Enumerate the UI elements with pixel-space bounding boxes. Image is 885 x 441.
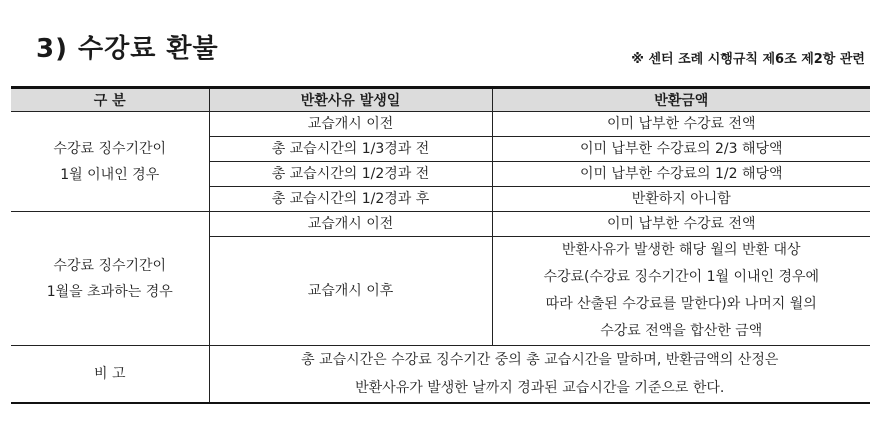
refund-reason-date-cell: 교습개시 이후 xyxy=(209,237,492,346)
remarks-line: 총 교습시간은 수강료 징수기간 중의 총 교습시간을 말하며, 반환금액의 산정은 xyxy=(301,352,779,368)
remarks-label: 비 고 xyxy=(11,346,209,404)
refund-amount-cell: 이미 납부한 수강료의 1/2 해당액 xyxy=(492,162,870,187)
group-label-line: 수강료 징수기간이 xyxy=(53,140,167,157)
refund-amount-cell: 이미 납부한 수강료 전액 xyxy=(492,112,870,137)
refund-reason-date-cell: 총 교습시간의 1/2경과 후 xyxy=(209,187,492,212)
refund-reason-date-cell: 총 교습시간의 1/3경과 전 xyxy=(209,137,492,162)
remarks-body xyxy=(209,346,870,404)
refund-amount-cell: 반환하지 아니함 xyxy=(492,187,870,212)
refund-amount-cell xyxy=(492,237,870,346)
refund-amount-line: 수강료(수강료 징수기간이 1월 이내인 경우에 xyxy=(543,269,820,285)
group-label-over-one-month xyxy=(11,212,209,346)
refund-amount-line: 수강료 전액을 합산한 금액 xyxy=(600,323,763,339)
section-title: 3) 수강료 환불 xyxy=(36,34,219,64)
group-label-within-one-month xyxy=(11,112,209,212)
remarks-line: 반환사유가 발생한 날까지 경과된 교습시간을 기준으로 한다. xyxy=(355,380,725,396)
refund-amount-cell: 이미 납부한 수강료 전액 xyxy=(492,212,870,237)
regulation-note: ※ 센터 조례 시행규칙 제6조 제2항 관련 xyxy=(631,52,865,67)
header-category: 구 분 xyxy=(11,88,209,112)
refund-table xyxy=(11,86,870,404)
header-refund-amount: 반환금액 xyxy=(492,88,870,112)
table-header-row xyxy=(11,88,870,112)
group-label-line: 수강료 징수기간이 xyxy=(53,257,167,274)
refund-reason-date-cell: 총 교습시간의 1/2경과 전 xyxy=(209,162,492,187)
group-label-line: 1월을 초과하는 경우 xyxy=(46,283,173,300)
refund-amount-line: 반환사유가 발생한 해당 월의 반환 대상 xyxy=(561,242,801,258)
header-refund-reason-date: 반환사유 발생일 xyxy=(209,88,492,112)
refund-reason-date-cell: 교습개시 이전 xyxy=(209,112,492,137)
table-row xyxy=(11,112,870,137)
refund-reason-date-cell: 교습개시 이전 xyxy=(209,212,492,237)
table-row xyxy=(11,212,870,237)
refund-amount-cell: 이미 납부한 수강료의 2/3 해당액 xyxy=(492,137,870,162)
table-row-remarks xyxy=(11,346,870,404)
refund-amount-line: 따라 산출된 수강료를 말한다)와 나머지 월의 xyxy=(545,296,817,312)
group-label-line: 1월 이내인 경우 xyxy=(60,166,160,183)
